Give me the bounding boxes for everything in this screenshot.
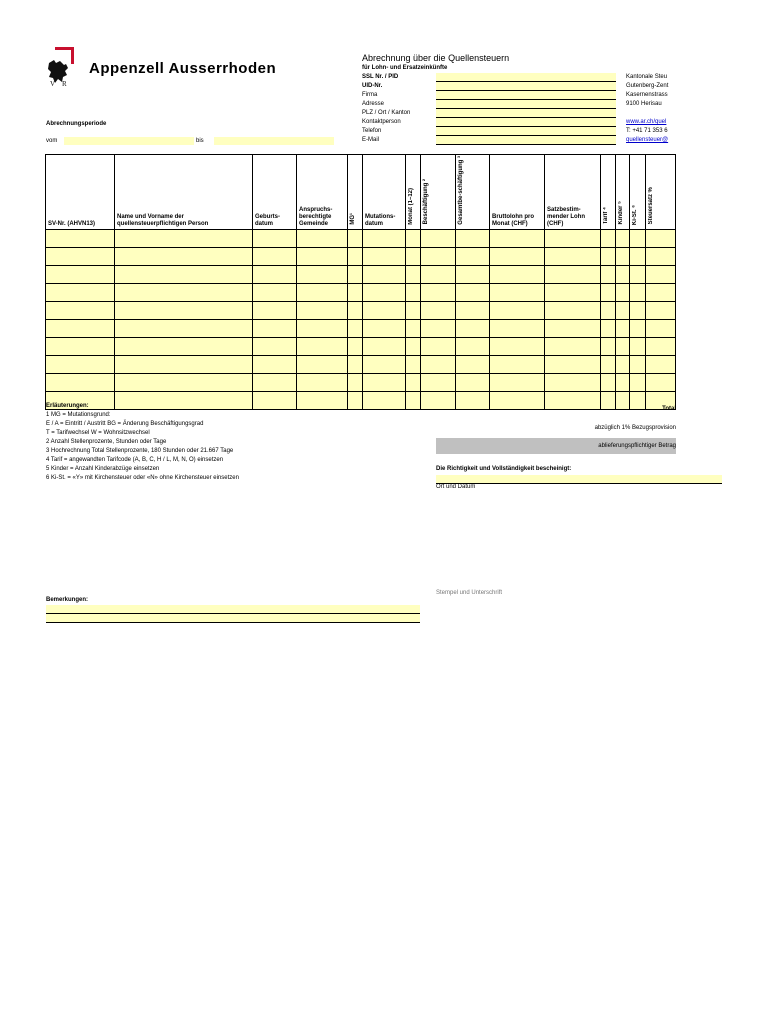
table-cell[interactable] [421,265,456,283]
table-cell[interactable] [363,301,406,319]
table-cell[interactable] [616,265,630,283]
table-cell[interactable] [363,319,406,337]
table-cell[interactable] [115,247,253,265]
col-mutation-date: Mutations-datum [363,155,406,230]
table-cell[interactable] [601,247,616,265]
form-title: Abrechnung über die Quellensteuern [362,53,510,63]
table-cell[interactable] [115,229,253,247]
table-cell[interactable] [348,229,363,247]
uid-field[interactable] [436,82,616,91]
form-row-adresse [362,100,616,108]
note-line: 6 Ki-St. = «Y» mit Kirchensteuer oder «N» ohne Kirchensteuer einsetzen [46,475,239,481]
table-cell[interactable] [490,301,545,319]
table-cell[interactable] [630,229,646,247]
table-cell[interactable] [46,229,115,247]
table-row [46,229,676,247]
table-cell[interactable] [456,355,490,373]
table-cell[interactable] [545,355,601,373]
table-cell[interactable] [646,355,676,373]
place-date-label: Ort und Datum [436,484,476,490]
table-cell[interactable] [115,283,253,301]
remarks-title: Bemerkungen: [46,597,89,603]
table-cell[interactable] [406,355,421,373]
table-cell[interactable] [297,265,348,283]
table-cell[interactable] [490,265,545,283]
table-cell[interactable] [601,283,616,301]
table-cell[interactable] [545,229,601,247]
table-cell[interactable] [46,373,115,391]
table-cell[interactable] [115,265,253,283]
phone-field[interactable] [436,127,616,136]
bear-coat-of-arms-icon [46,57,72,87]
table-cell[interactable] [601,373,616,391]
col-month-label: Monat (1–12) [408,188,414,225]
table-cell[interactable] [545,301,601,319]
table-row [46,283,676,301]
table-cell[interactable] [601,229,616,247]
table-cell[interactable] [601,265,616,283]
table-cell[interactable] [545,283,601,301]
table-cell[interactable] [406,283,421,301]
table-cell[interactable] [490,355,545,373]
table-cell[interactable] [456,337,490,355]
form-label: E-Mail [362,137,380,143]
col-children [616,155,630,230]
table-cell[interactable] [253,265,297,283]
table-cell[interactable] [253,229,297,247]
note-line: 4 Tarif = angewandten Tarifcode (A, B, C, H / L, M, N, O) einsetzen [46,457,224,463]
col-tax-rate [646,155,676,230]
table-cell[interactable] [363,265,406,283]
table-cell[interactable] [297,247,348,265]
table-cell[interactable] [348,319,363,337]
employee-table [45,154,676,410]
table-cell[interactable] [363,373,406,391]
period-title: Abrechnungsperiode [46,121,107,127]
table-cell[interactable] [456,283,490,301]
col-gross-wage: Bruttolohn pro Monat (CHF) [490,155,545,230]
note-line: 3 Hochrechnung Total Stellenprozente, 180 Stunden oder 21.667 Tage [46,448,234,454]
table-cell[interactable] [421,283,456,301]
company-field[interactable] [436,91,616,100]
table-cell[interactable] [406,265,421,283]
col-church-tax [630,155,646,230]
authority-street2: Kasernenstrass [626,92,668,98]
table-row [46,247,676,265]
table-cell[interactable] [297,373,348,391]
table-cell[interactable] [630,265,646,283]
notes-title: Erläuterungen: [46,403,89,409]
table-cell[interactable] [646,373,676,391]
form-row-kontakt [362,118,616,126]
table-cell[interactable] [297,391,348,409]
email-field[interactable] [436,136,616,145]
col-mg-label: MG¹ [350,213,356,225]
signature-label: Stempel und Unterschrift [436,590,503,596]
table-cell[interactable] [616,229,630,247]
table-cell[interactable] [115,319,253,337]
table-cell[interactable] [456,301,490,319]
table-cell[interactable] [456,373,490,391]
table-cell[interactable] [646,319,676,337]
table-cell[interactable] [253,373,297,391]
table-cell[interactable] [630,355,646,373]
confirmation-title: Die Richtigkeit und Vollständigkeit bescheinigt: [436,466,572,472]
table-cell[interactable] [363,391,406,409]
remarks-field-2[interactable] [46,614,420,623]
period-from-field[interactable] [64,137,194,145]
table-row [46,337,676,355]
col-birthdate: Geburts-datum [253,155,297,230]
table-cell[interactable] [406,391,421,409]
table-cell[interactable] [601,391,616,409]
note-line: T = Tarifwechsel W = Wohnsitzwechsel [46,430,150,436]
form-row-ssl [362,73,616,81]
liable-amount-label: ablieferungspflichtiger Betrag [598,443,676,449]
table-cell[interactable] [297,319,348,337]
table-cell[interactable] [456,265,490,283]
col-total-employment [456,155,490,230]
table-cell[interactable] [406,229,421,247]
authority-street: Gutenberg-Zent [626,83,669,89]
table-cell[interactable] [253,391,297,409]
table-body [46,229,676,409]
table-cell[interactable] [421,355,456,373]
table-cell[interactable] [363,337,406,355]
table-row [46,355,676,373]
authority-phone: T: +41 71 353 6 [626,128,668,134]
remarks-field-1[interactable] [46,605,420,614]
col-employment [421,155,456,230]
authority-web-link[interactable]: www.ar.ch/quel [626,119,667,125]
table-cell[interactable] [601,319,616,337]
form-label: Firma [362,92,378,98]
table-cell[interactable] [630,301,646,319]
table-cell[interactable] [630,283,646,301]
col-total-employment-label: Gesamtbe-schäftigung ³ [458,156,464,225]
table-cell[interactable] [490,319,545,337]
table-cell[interactable] [348,301,363,319]
col-month [406,155,421,230]
table-cell[interactable] [490,373,545,391]
table-cell[interactable] [545,247,601,265]
table-cell[interactable] [421,319,456,337]
col-church-tax-label: Ki-St. ⁶ [632,204,638,225]
table-cell[interactable] [297,301,348,319]
table-cell[interactable] [630,337,646,355]
table-cell[interactable] [115,337,253,355]
table-cell[interactable] [421,229,456,247]
table-cell[interactable] [490,391,545,409]
col-name: Name und Vorname der quellensteuerpflichtigen Person [115,155,253,230]
period-to-label: bis [196,138,204,144]
form-row-telefon [362,127,616,135]
table-cell[interactable] [646,265,676,283]
table-cell[interactable] [46,301,115,319]
table-cell[interactable] [46,265,115,283]
table-row [46,373,676,391]
table-cell[interactable] [545,337,601,355]
table-row [46,319,676,337]
authority-email-link[interactable]: quellensteuer@ [626,137,669,143]
authority-web-wrap [626,118,666,127]
note-line: 1 MG = Mutationsgrund: [46,412,111,418]
col-rate-wage: Satzbestim-mender Lohn (CHF) [545,155,601,230]
table-cell[interactable] [253,247,297,265]
table-cell[interactable] [490,247,545,265]
table-cell[interactable] [646,337,676,355]
col-tariff-label: Tarif ⁴ [603,207,609,225]
col-employment-label: Beschäftigung ² [423,179,429,225]
contact-person-field[interactable] [436,118,616,127]
table-cell[interactable] [253,301,297,319]
form-row-uid [362,82,616,90]
table-cell[interactable] [616,391,630,409]
note-line: E / A = Eintritt / Austritt BG = Änderung Beschäftigungsgrad [46,421,204,427]
col-children-label: Kinder ⁵ [618,201,624,225]
notes [46,402,239,483]
table-cell[interactable] [348,337,363,355]
form-row-plz [362,109,616,117]
period-from-label: vom [46,138,58,144]
table-cell[interactable] [348,247,363,265]
table-cell[interactable] [348,283,363,301]
table-cell[interactable] [348,391,363,409]
table-cell[interactable] [406,337,421,355]
table-cell[interactable] [115,301,253,319]
table-cell[interactable] [616,355,630,373]
table-cell[interactable] [630,319,646,337]
table-cell[interactable] [421,391,456,409]
col-tax-rate-label: Steuersatz % [648,187,654,225]
note-line: 5 Kinder = Anzahl Kinderabzüge einsetzen [46,466,160,472]
table-cell[interactable] [421,373,456,391]
authority-city: 9100 Herisau [626,101,662,107]
authority-email-wrap [626,136,668,145]
table-cell[interactable] [646,301,676,319]
table-cell[interactable] [363,283,406,301]
table-cell[interactable] [46,283,115,301]
table-cell[interactable] [348,373,363,391]
address-field[interactable] [436,100,616,109]
form-label: SSL Nr. / PID [362,74,399,80]
ssl-pid-field[interactable] [436,73,616,82]
table-cell[interactable] [545,265,601,283]
table-cell[interactable] [456,319,490,337]
table-header-row [46,155,676,230]
table-cell[interactable] [630,373,646,391]
table-cell[interactable] [616,373,630,391]
table-cell[interactable] [297,355,348,373]
form-label: Telefon [362,128,382,134]
table-cell[interactable] [46,355,115,373]
table-cell[interactable] [363,247,406,265]
table-cell[interactable] [297,229,348,247]
table-row [46,301,676,319]
table-cell[interactable] [46,337,115,355]
table-cell[interactable] [253,355,297,373]
table-cell[interactable] [456,247,490,265]
table-cell[interactable] [46,247,115,265]
table-cell[interactable] [253,337,297,355]
place-date-field[interactable] [436,475,722,490]
table-cell[interactable] [616,247,630,265]
table-cell[interactable] [363,229,406,247]
table-cell[interactable] [646,283,676,301]
svg-text:R: R [62,80,67,87]
form-row-email [362,136,616,144]
table-row [46,265,676,283]
period-row [46,137,336,147]
period-to-field[interactable] [214,137,334,145]
authority-name: Kantonale Steu [626,74,668,80]
table-cell[interactable] [46,319,115,337]
table-cell[interactable] [616,337,630,355]
col-mg [348,155,363,230]
table-cell[interactable] [630,247,646,265]
table-cell[interactable] [545,319,601,337]
col-tariff [601,155,616,230]
form-label: PLZ / Ort / Kanton [362,110,411,116]
form-label: UID-Nr. [362,83,383,89]
form-label: Kontaktperson [362,119,401,125]
table-cell[interactable] [601,355,616,373]
table-cell[interactable] [363,355,406,373]
table-cell[interactable] [115,355,253,373]
table-cell[interactable] [421,247,456,265]
col-sv-number: SV-Nr. (AHVN13) [46,155,115,230]
form-row-firma [362,91,616,99]
table-cell[interactable] [646,229,676,247]
form-subtitle: für Lohn- und Ersatzeinkünfte [362,65,448,71]
note-line: 2 Anzahl Stellenprozente, Stunden oder Tage [46,439,167,445]
table-cell[interactable] [630,391,646,409]
table-cell[interactable] [406,247,421,265]
table-cell[interactable] [421,301,456,319]
table-cell[interactable] [456,391,490,409]
table-cell[interactable] [601,301,616,319]
table-cell[interactable] [406,319,421,337]
table-cell[interactable] [616,319,630,337]
table-cell[interactable] [646,247,676,265]
total-label: Total [662,406,676,412]
table-cell[interactable] [616,301,630,319]
table-cell[interactable] [616,283,630,301]
table-cell[interactable] [115,373,253,391]
table-cell[interactable] [253,283,297,301]
brand-name: Appenzell Ausserrhoden [89,60,277,77]
deduction-label: abzüglich 1% Bezugsprovision [594,425,676,431]
col-municipality: Anspruchs-berechtigte Gemeinde [297,155,348,230]
table-cell[interactable] [297,283,348,301]
table-cell[interactable] [545,391,601,409]
table-cell[interactable] [490,337,545,355]
table-cell[interactable] [601,337,616,355]
table-cell[interactable] [545,373,601,391]
table-cell[interactable] [253,319,297,337]
table-cell[interactable] [456,229,490,247]
svg-text:V: V [50,80,56,87]
form-label: Adresse [362,101,385,107]
table-cell[interactable] [348,355,363,373]
table-cell[interactable] [297,337,348,355]
table-cell[interactable] [490,229,545,247]
table-cell[interactable] [406,373,421,391]
table-cell[interactable] [421,337,456,355]
table-cell[interactable] [348,265,363,283]
table-cell[interactable] [406,301,421,319]
table-cell[interactable] [490,283,545,301]
zip-city-field[interactable] [436,109,616,118]
